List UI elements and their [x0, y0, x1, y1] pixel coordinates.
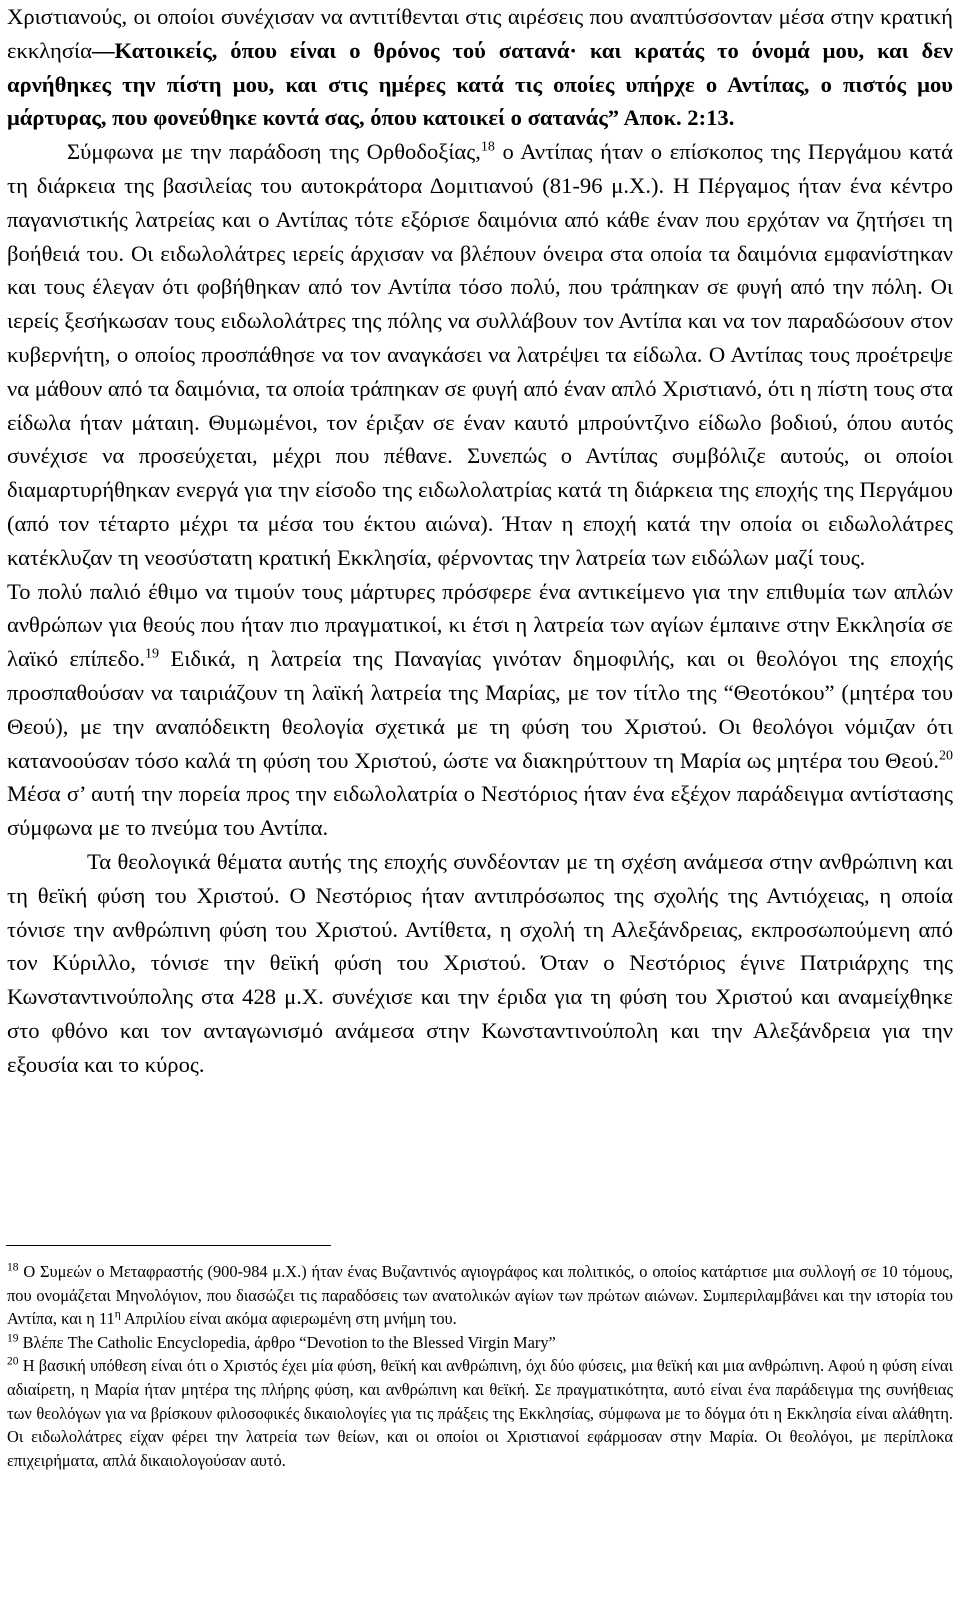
paragraph-3	[7, 575, 953, 845]
footnote-separator	[6, 1245, 331, 1246]
footnote-number-20: 20	[7, 1355, 19, 1368]
footnote-19	[7, 1331, 953, 1355]
footnotes	[7, 1260, 953, 1472]
revelation-quote: —Κατοικείς, όπου είναι ο θρόνος τού σατανά· και κρατάς το όνομά μου, και δεν αρνήθηκες την πίστη μου, και στις ημέρες κατά τις οποίες υπήρχε ο Αντίπας, ο πιστός μου μάρτυρας, που φονεύθηκε κοντά σας, όπου κατοικεί ο σατανάς” Αποκ. 2:13.	[7, 37, 953, 131]
paragraph-4	[7, 845, 953, 1082]
footnote-number-19: 19	[7, 1332, 19, 1345]
paragraph-1-lead: Χριστιανούς, οι οποίοι συνέχισαν να αντιτίθενται στις αιρέσεις που αναπτύσσονταν μέσα στην κρατική εκκλησία	[7, 4, 953, 63]
footnote-number-18: 18	[7, 1261, 19, 1274]
paragraph-4-text: Τα θεολογικά θέματα αυτής της εποχής συνδέονταν με τη σχέση ανάμεσα στην ανθρώπινη και τη θεϊκή φύση του Χριστού. Ο Νεστόριος ήταν αντιπρόσωπος της σχολής της Αντιόχειας, η οποία τόνισε την ανθρώπινη φύση του Χριστού. Αντίθετα, η σχολή τη Αλεξάνδρειας, εκπροσωπούμενη από τον Κύριλλο, τόνισε την θεϊκή φύση του Χριστού. Όταν ο Νεστόριος έγινε Πατριάρχης της Κωνσταντινούπολης στα 428 μ.Χ. συνέχισε και την έριδα για τη φύση του Χριστού και αναμείχθηκε στο φθόνο και τον ανταγωνισμό ανάμεσα στην Κωνσταντινούπολη και την Αλεξάνδρεια για την εξουσία και το κύρος.	[7, 848, 953, 1077]
footnote-20	[7, 1354, 953, 1472]
paragraph-2-text-b: ο Αντίπας ήταν ο επίσκοπος της Περγάμου κατά τη διάρκεια της βασιλείας του αυτοκράτορα Δομιτιανού (81-96 μ.Χ.). Η Πέργαμος ήταν ένα κέντρο παγανιστικής λατρείας και ο Αντίπας τότε εξόρισε δαιμόνια από κάθε έναν που ερχόταν να ζητήσει τη βοήθειά του. Οι ειδωλολάτρες ιερείς άρχισαν να βλέπουν όνειρα στα οποία τα δαιμόνια εμφανίστηκαν και τους έλεγαν ότι φοβήθηκαν από τον Αντίπα τόσο πολύ, που τράπηκαν σε φυγή από την πόλη. Οι ιερείς ξεσήκωσαν τους ειδωλολάτρες της πόλης να συλλάβουν τον Αντίπα και να τον παραδώσουν στον κυβερνήτη, ο οποίος προσπάθησε να τον αναγκάσει να λατρέψει τα είδωλα. Ο Αντίπας τους προέτρεψε να μάθουν από τα δαιμόνια, τα οποία τράπηκαν σε φυγή από έναν απλό Χριστιανό, ότι η πίστη τους στα είδωλα ήταν μάταιη. Θυμωμένοι, τον έριξαν σε έναν καυτό μπρούντζινο είδωλο βοδιού, όπου αυτός συνέχισε να προσεύχεται, μέχρι που πέθανε. Συνεπώς ο Αντίπας συμβόλιζε αυτούς, οι οποίοι διαμαρτυρήθηκαν ενεργά για την είσοδο της ειδωλολατρίας κατά τη διάρκεια της εποχής της Περγάμου (από τον τέταρτο μέχρι τα μέσα του έκτου αιώνα). Ήταν η εποχή κατά την οποία οι ειδωλολάτρες κατέκλυζαν τη νεοσύστατη κρατική Εκκλησία, φέρνοντας την λατρεία των ειδώλων μαζί τους.	[7, 139, 953, 570]
footnote-18-superscript: η	[114, 1308, 121, 1321]
main-text	[7, 0, 953, 1082]
paragraph-3-text-b: Ειδικά, η λατρεία της Παναγίας γινόταν δημοφιλής, και οι θεολόγοι της εποχής προσπαθούσαν να ταιριάζουν τη λαϊκή λατρεία της Μαρίας, με τον τίτλο της “Θεοτόκου” (μητέρα του Θεού), με την αναπόδεικτη θεολογία σχετικά με τη φύση του Χριστού. Οι θεολόγοι νόμιζαν ότι κατανοούσαν τόσο καλά τη φύση του Χριστού, ώστε να διακηρύττουν τη Μαρία ως μητέρα του Θεού.	[7, 646, 953, 773]
footnote-18-text-a: Ο Συμεών ο Μεταφραστής (900-984 μ.Χ.) ήταν ένας Βυζαντινός αγιογράφος και πολιτικός, ο οποίος κατάρτισε μια συλλογή σε 10 τόμους, που ονομάζεται Μηνολόγιον, που διασώζει τις παραδόσεις των ανατολικών αγίων των πρώτων αιώνων. Συμπεριλαμβάνει και την ιστορία του Αντίπα, και η 11	[7, 1262, 953, 1329]
paragraph-3-text-a: Το πολύ παλιό έθιμο να τιμούν τους μάρτυρες πρόσφερε ένα αντικείμενο για την επιθυμία των απλών ανθρώπων για θεούς που ήταν πιο πραγματικοί, κι έτσι η λατρεία των αγίων έμπαινε στην Εκκλησία σε λαϊκό επίπεδο.	[7, 578, 953, 672]
paragraph-1	[7, 0, 953, 135]
paragraph-2	[7, 135, 953, 574]
footnote-20-text: Η βασική υπόθεση είναι ότι ο Χριστός έχει μία φύση, θεϊκή και ανθρώπινη, όχι δύο φύσεις, μια θεϊκή και μια ανθρώπινη. Αφού η φύση είναι αδιαίρετη, η Μαρία ήταν μητέρα της πλήρης φύση, και ανθρώπινη και θεϊκή. Σε πραγματικότητα, αυτό είναι ένα παράδειγμα της συνήθειας των θεολόγων για να βρίσκουν φιλοσοφικές δικαιολογίες για τις πράξεις της Εκκλησίας, σύμφωνα με το δόγμα ότι η Εκκλησία είναι αλάθητη. Οι ειδωλολάτρες είχαν φέρει την λατρεία των θείων, και οι οποίοι οι Χριστιανοί εφάρμοσαν στην Μαρία. Οι θεολόγοι, με περίπλοκα επιχειρήματα, απλά δικαιολογούσαν αυτό.	[7, 1356, 953, 1470]
footnote-ref-18: 18	[480, 139, 495, 155]
footnote-18-text-b: Απριλίου είναι ακόμα αφιερωμένη στη μνήμη του.	[120, 1309, 457, 1329]
footnote-19-text: Βλέπε The Catholic Encyclopedia, άρθρο “Devotion to the Blessed Virgin Mary”	[18, 1332, 556, 1352]
paragraph-2-text-a: Σύμφωνα με την παράδοση της Ορθοδοξίας,	[67, 139, 481, 165]
footnote-ref-19: 19	[145, 646, 160, 662]
footnote-18	[7, 1260, 953, 1331]
paragraph-3-text-c: Μέσα σ’ αυτή την πορεία προς την ειδωλολατρία ο Νεστόριος ήταν ένα εξέχον παράδειγμα αντίστασης σύμφωνα με το πνεύμα του Αντίπα.	[7, 781, 953, 841]
footnote-ref-20: 20	[939, 748, 953, 763]
